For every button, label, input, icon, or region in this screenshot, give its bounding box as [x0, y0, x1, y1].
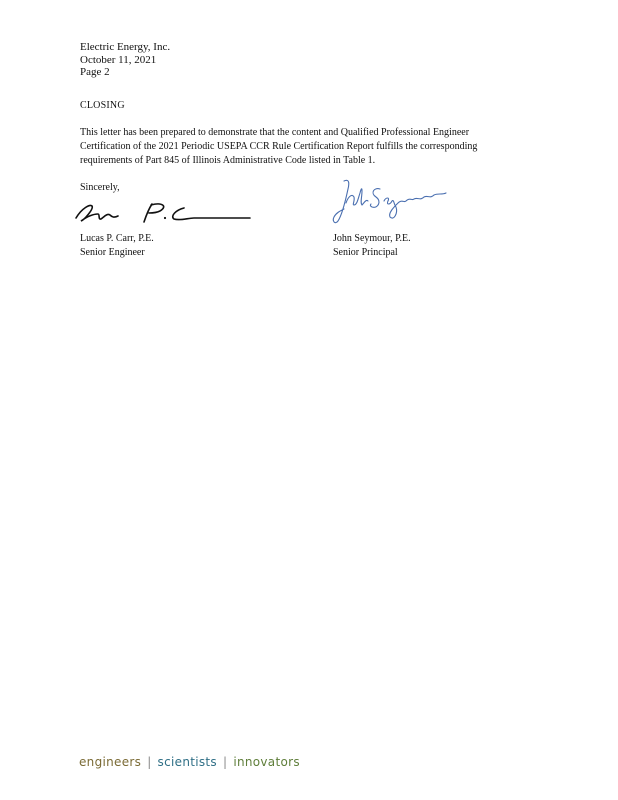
page-number: Page 2: [80, 66, 110, 78]
footer-word-engineers: engineers: [79, 755, 142, 769]
section-heading: CLOSING: [80, 100, 125, 111]
letter-date: October 11, 2021: [80, 53, 157, 66]
signer-right: [333, 232, 411, 260]
signer-left: [80, 232, 154, 260]
closing-salutation: Sincerely,: [80, 182, 120, 193]
company-name: Electric Energy, Inc.: [80, 41, 171, 53]
signer-title: Senior Engineer: [80, 247, 145, 258]
body-paragraph: [80, 126, 550, 168]
footer-separator: |: [222, 755, 228, 769]
footer-tagline: [79, 755, 300, 769]
signer-name: John Seymour, P.E.: [333, 233, 411, 244]
body-line: Certification of the 2021 Periodic USEPA CCR Rule Certification Report fulfills the corresponding: [80, 141, 478, 152]
signature-right: [330, 175, 450, 230]
signer-title: Senior Principal: [333, 247, 398, 258]
footer-separator: |: [147, 755, 152, 769]
signer-name: Lucas P. Carr, P.E.: [80, 233, 154, 244]
body-line: requirements of Part 845 of Illinois Administrative Code listed in Table 1.: [80, 155, 376, 166]
footer-word-scientists: scientists: [157, 755, 217, 769]
footer-word-innovators: innovators: [233, 755, 300, 769]
letter-header: [80, 41, 170, 79]
body-line: This letter has been prepared to demonstrate that the content and Qualified Professional Engineer: [80, 127, 470, 138]
signature-left: [72, 196, 257, 228]
